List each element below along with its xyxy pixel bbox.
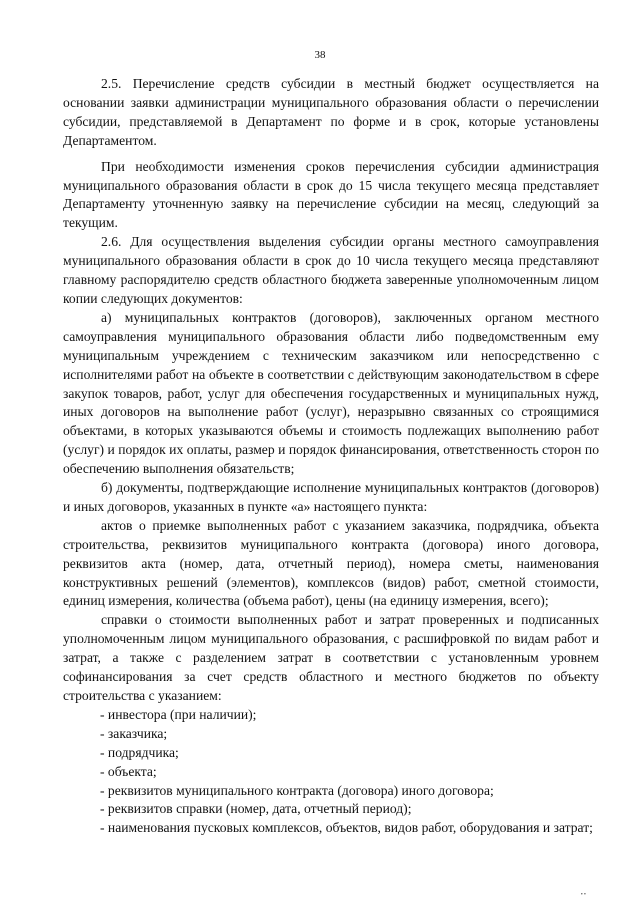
- paragraph-acts: актов о приемке выполненных работ с указанием заказчика, подрядчика, объекта строительства, реквизитов муниципального контракта (договора) иного договора, реквизитов акта (номер, дата, отчетный период), номера сметы, наименования конструктивных решений (элементов), комплексов (видов) работ, сметной стоимости, единиц измерения, количества (объема работ), цены (на единицу измерения, всего);: [63, 517, 599, 609]
- paragraph-certificates: справки о стоимости выполненных работ и затрат проверенных и подписанных уполномоченным лицом муниципального образования, с расшифровкой по видам работ и затрат, а также с разделением затрат в соответствии с установленным уровнем софинансирования за счет средств областного и местного бюджетов по объекту строительства с указанием:: [63, 612, 599, 703]
- list-item: - подрядчика;: [100, 744, 179, 760]
- paragraph-deadline-change: При необходимости изменения сроков перечисления субсидии администрация муниципального образования области в срок до 15 числа текущего месяца представляет Департаменту уточненную заявку на перечисление субсидии на месяц, следующий за текущим.: [63, 158, 599, 231]
- list-item: - инвестора (при наличии);: [100, 706, 257, 722]
- list-item: - объекта;: [100, 763, 157, 779]
- list-item: - реквизитов справки (номер, дата, отчетный период);: [100, 801, 412, 817]
- paragraph-item-b: б) документы, подтверждающие исполнение муниципальных контрактов (договоров) и иных договоров, указанных в пункте «а» настоящего пункта:: [63, 480, 599, 514]
- list-item: - наименования пусковых комплексов, объектов, видов работ, оборудования и затрат;: [100, 820, 593, 836]
- page-number: 38: [314, 49, 326, 61]
- list-item: - заказчика;: [100, 725, 168, 741]
- paragraph-2-5: 2.5. Перечисление средств субсидии в местный бюджет осуществляется на основании заявки администрации муниципального образования области о перечислении субсидии, представляемой в Департамент по форме и в срок, которые установлены Департаментом.: [63, 76, 599, 148]
- document-body: [63, 75, 599, 838]
- paragraph-2-6: 2.6. Для осуществления выделения субсидии органы местного самоуправления муниципального образования области в срок до 10 числа текущего месяца представляют главному распорядителю средств областного бюджета заверенные уполномоченным лицом копии следующих документов:: [63, 234, 599, 306]
- scan-mark: ••: [580, 892, 587, 898]
- list-item: - реквизитов муниципального контракта (договора) иного договора;: [100, 782, 494, 798]
- paragraph-item-a: а) муниципальных контрактов (договоров), заключенных органом местного самоуправления муниципального образования области либо подведомственным ему муниципальным учреждением с техническим заказчиком или непосредственно с исполнителями работ на объекте в соответствии с действующим законодательством в сфере закупок товаров, работ, услуг для обеспечения государственных и муниципальных нужд, иных договоров на выполнение работ (услуг), неразрывно связанных со строящимися объектами, в которых указываются объемы и стоимость подлежащих выполнению работ (услуг) и порядок их оплаты, размер и порядок финансирования, ответственность сторон по обеспечению выполнения обязательств;: [63, 309, 599, 477]
